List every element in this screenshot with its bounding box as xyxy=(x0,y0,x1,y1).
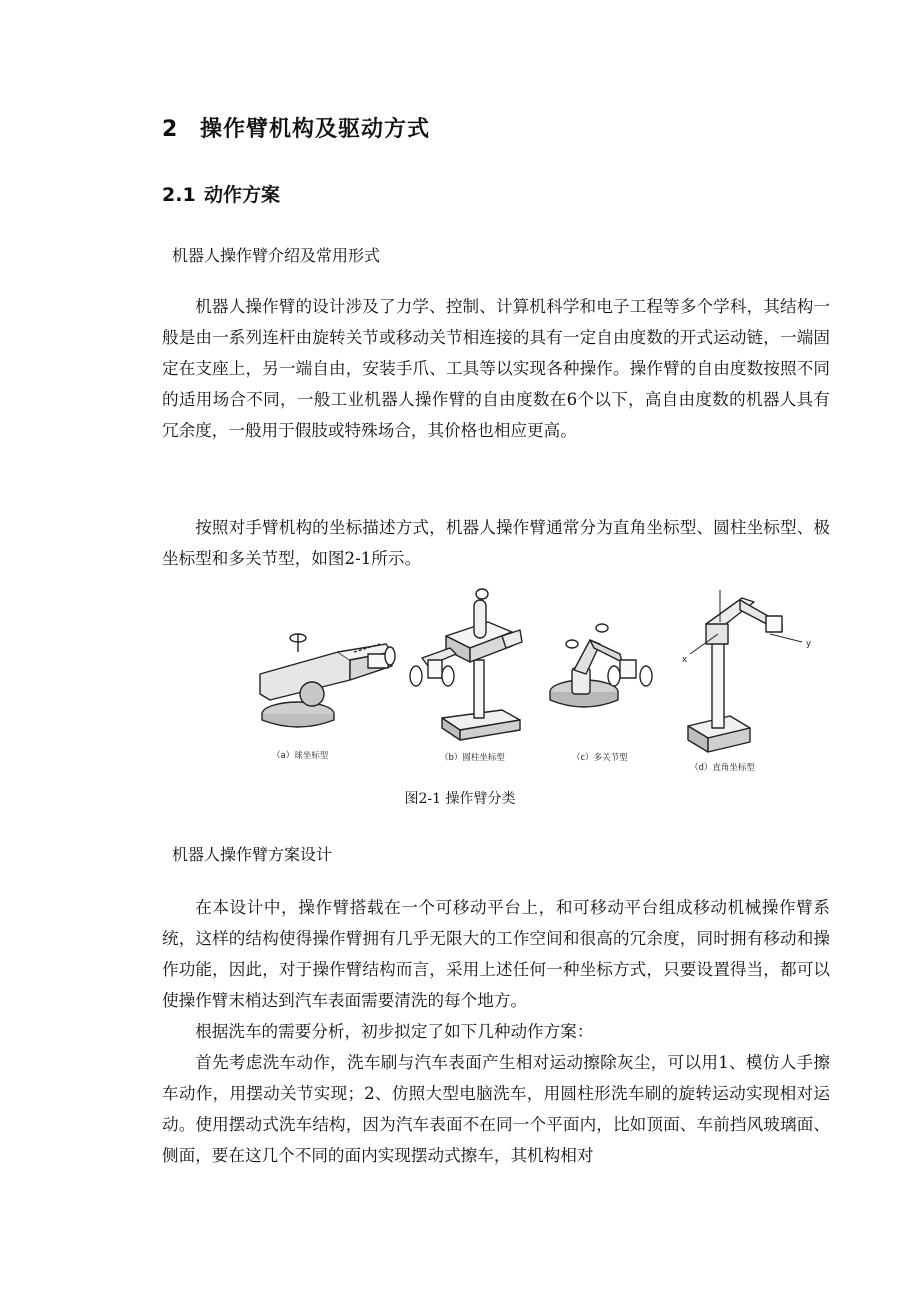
section-number: 2.1 xyxy=(162,184,196,206)
cylindrical-robot-drawing xyxy=(410,589,522,740)
section-title: 动作方案 xyxy=(204,184,281,206)
subsection-heading-design: 机器人操作臂方案设计 xyxy=(172,845,333,864)
figure-drawing xyxy=(250,582,830,778)
paragraph-design-3: 首先考虑洗车动作，洗车刷与汽车表面产生相对运动擦除灰尘，可以用1、模仿人手擦车动作，用摆动关节实现；2、仿照大型电脑洗车，用圆柱形洗车刷的旋转运动实现相对运动。使用摆动式洗车结构，因为汽车表面不在同一个平面内，比如顶面、车前挡风玻璃面、侧面，要在这几个不同的面内实现摆动式擦车，其机构相对 xyxy=(162,1053,830,1165)
figure-sublabel-b: （b）圆柱坐标型 xyxy=(440,753,505,763)
figure-sublabel-c: （c）多关节型 xyxy=(572,753,628,763)
paragraph-design-1: 在本设计中，操作臂搭载在一个可移动平台上，和可移动平台组成移动机械操作臂系统，这样的结构使得操作臂拥有几乎无限大的工作空间和很高的冗余度，同时拥有移动和操作功能，因此，对于操作臂结构而言，采用上述任何一种坐标方式，只要设置得当，都可以使操作臂末梢达到汽车表面需要清洗的每个地方。 xyxy=(162,898,830,1010)
figure-caption: 图2-1 操作臂分类 xyxy=(404,791,516,807)
spherical-robot-drawing xyxy=(260,634,395,727)
figure-manipulator-types xyxy=(250,582,830,778)
paragraph-intro-2: 按照对手臂机构的坐标描述方式，机器人操作臂通常分为直角坐标型、圆柱坐标型、极坐标型和多关节型，如图2-1所示。 xyxy=(162,518,830,568)
chapter-heading xyxy=(162,112,430,143)
paragraph-design-2: 根据洗车的需要分析，初步拟定了如下几种动作方案： xyxy=(195,1022,594,1041)
axis-x-label: x xyxy=(682,655,688,665)
subsection-heading-intro: 机器人操作臂介绍及常用形式 xyxy=(172,246,381,265)
cartesian-robot-drawing xyxy=(682,590,811,752)
axis-y-label: y xyxy=(806,639,812,649)
figure-sublabel-a: （a）球坐标型 xyxy=(272,751,329,761)
paragraph-intro-1: 机器人操作臂的设计涉及了力学、控制、计算机科学和电子工程等多个学科，其结构一般是由一系列连杆由旋转关节或移动关节相连接的具有一定自由度数的开式运动链，一端固定在支座上，另一端自由，安装手爪、工具等以实现各种操作。操作臂的自由度数按照不同的适用场合不同，一般工业机器人操作臂的自由度数在6个以下，高自由度数的机器人具有冗余度，一般用于假肢或特殊场合，其价格也相应更高。 xyxy=(162,297,830,440)
chapter-title: 操作臂机构及驱动方式 xyxy=(200,117,431,142)
figure-sublabel-d: （d）直角坐标型 xyxy=(690,763,755,773)
articulated-robot-drawing xyxy=(550,624,652,707)
chapter-number: 2 xyxy=(162,117,179,142)
section-heading xyxy=(162,180,280,207)
